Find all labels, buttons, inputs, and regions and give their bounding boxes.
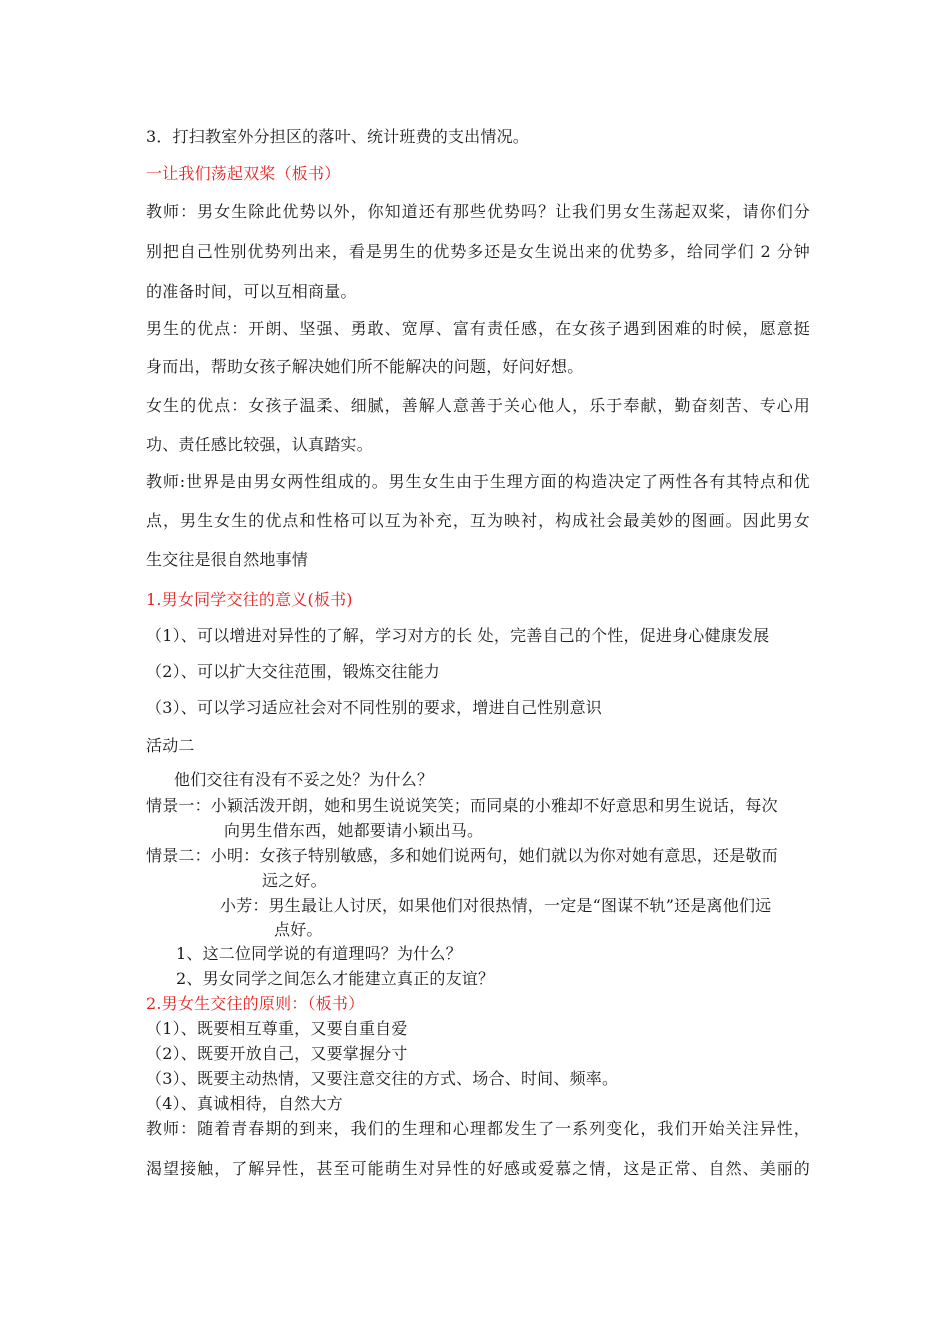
list-item: （4）、真诚相待，自然大方 [146, 1094, 343, 1113]
text-line: 他们交往有没有不妥之处？为什么？ [174, 770, 434, 789]
list-item: （3）、可以学习适应社会对不同性别的要求，增进自己性别意识 [146, 698, 602, 717]
text-line: 点好。 [274, 920, 323, 939]
text-line: 教师：随着青春期的到来，我们的生理和心理都发生了一系列变化，我们开始关注异性， [146, 1119, 810, 1138]
list-item: （2）、可以扩大交往范围，锻炼交往能力 [146, 662, 440, 681]
question-item: 2、男女同学之间怎么才能建立真正的友谊？ [176, 969, 495, 988]
text-line: 向男生借东西，她都要请小颖出马。 [224, 821, 484, 840]
text-line: 身而出，帮助女孩子解决她们所不能解决的问题，好问好想。 [146, 357, 584, 376]
text-line: 别把自己性别优势列出来，看是男生的优势多还是女生说出来的优势多，给同学们 2 分钟 [146, 242, 810, 261]
list-item: （2）、既要开放自己，又要掌握分寸 [146, 1044, 408, 1063]
text-line: 情景二：小明：女孩子特别敏感，多和她们说两句，她们就以为你对她有意思，还是敬而 [146, 846, 778, 865]
document-page [146, 0, 814, 1344]
text-line: 的准备时间，可以互相商量。 [146, 282, 357, 301]
section-heading: 2.男女生交往的原则：（板书） [146, 994, 365, 1013]
activity-heading: 活动二 [146, 736, 195, 755]
text-line: 男生的优点：开朗、坚强、勇敢、宽厚、富有责任感，在女孩子遇到困难的时候，愿意挺 [146, 319, 810, 338]
section-heading: 1.男女同学交往的意义(板书) [146, 590, 353, 609]
text-line: 点，男生女生的优点和性格可以互为补充，互为映衬，构成社会最美妙的图画。因此男女 [146, 511, 810, 530]
text-line: 女生的优点：女孩子温柔、细腻，善解人意善于关心他人，乐于奉献，勤奋刻苦、专心用 [146, 396, 810, 415]
text-line: 渴望接触，了解异性，甚至可能萌生对异性的好感或爱慕之情，这是正常、自然、美丽的 [146, 1159, 810, 1178]
text-line: 教师：男女生除此优势以外，你知道还有那些优势吗？让我们男女生荡起双桨，请你们分 [146, 202, 810, 221]
list-item: （1）、既要相互尊重，又要自重自爱 [146, 1019, 408, 1038]
text-line: 功、责任感比较强，认真踏实。 [146, 435, 373, 454]
text-line: 情景一：小颖活泼开朗，她和男生说说笑笑；而同桌的小雅却不好意思和男生说话，每次 [146, 796, 778, 815]
question-item: 1、这二位同学说的有道理吗？为什么？ [176, 944, 462, 963]
list-item: （1）、可以增进对异性的了解，学习对方的长 处，完善自己的个性，促进身心健康发展 [146, 626, 770, 645]
list-item: （3）、既要主动热情，又要注意交往的方式、场合、时间、频率。 [146, 1069, 619, 1088]
text-line: 远之好。 [262, 871, 327, 890]
text-line: 3．打扫教室外分担区的落叶、统计班费的支出情况。 [146, 127, 529, 146]
text-line: 小芳：男生最让人讨厌，如果他们对很热情，一定是“图谋不轨”还是离他们远 [220, 896, 772, 915]
text-line: 教师:世界是由男女两性组成的。男生女生由于生理方面的构造决定了两性各有其特点和优 [146, 472, 810, 491]
section-heading: 一让我们荡起双桨（板书） [146, 164, 341, 183]
text-line: 生交往是很自然地事情 [146, 550, 309, 569]
